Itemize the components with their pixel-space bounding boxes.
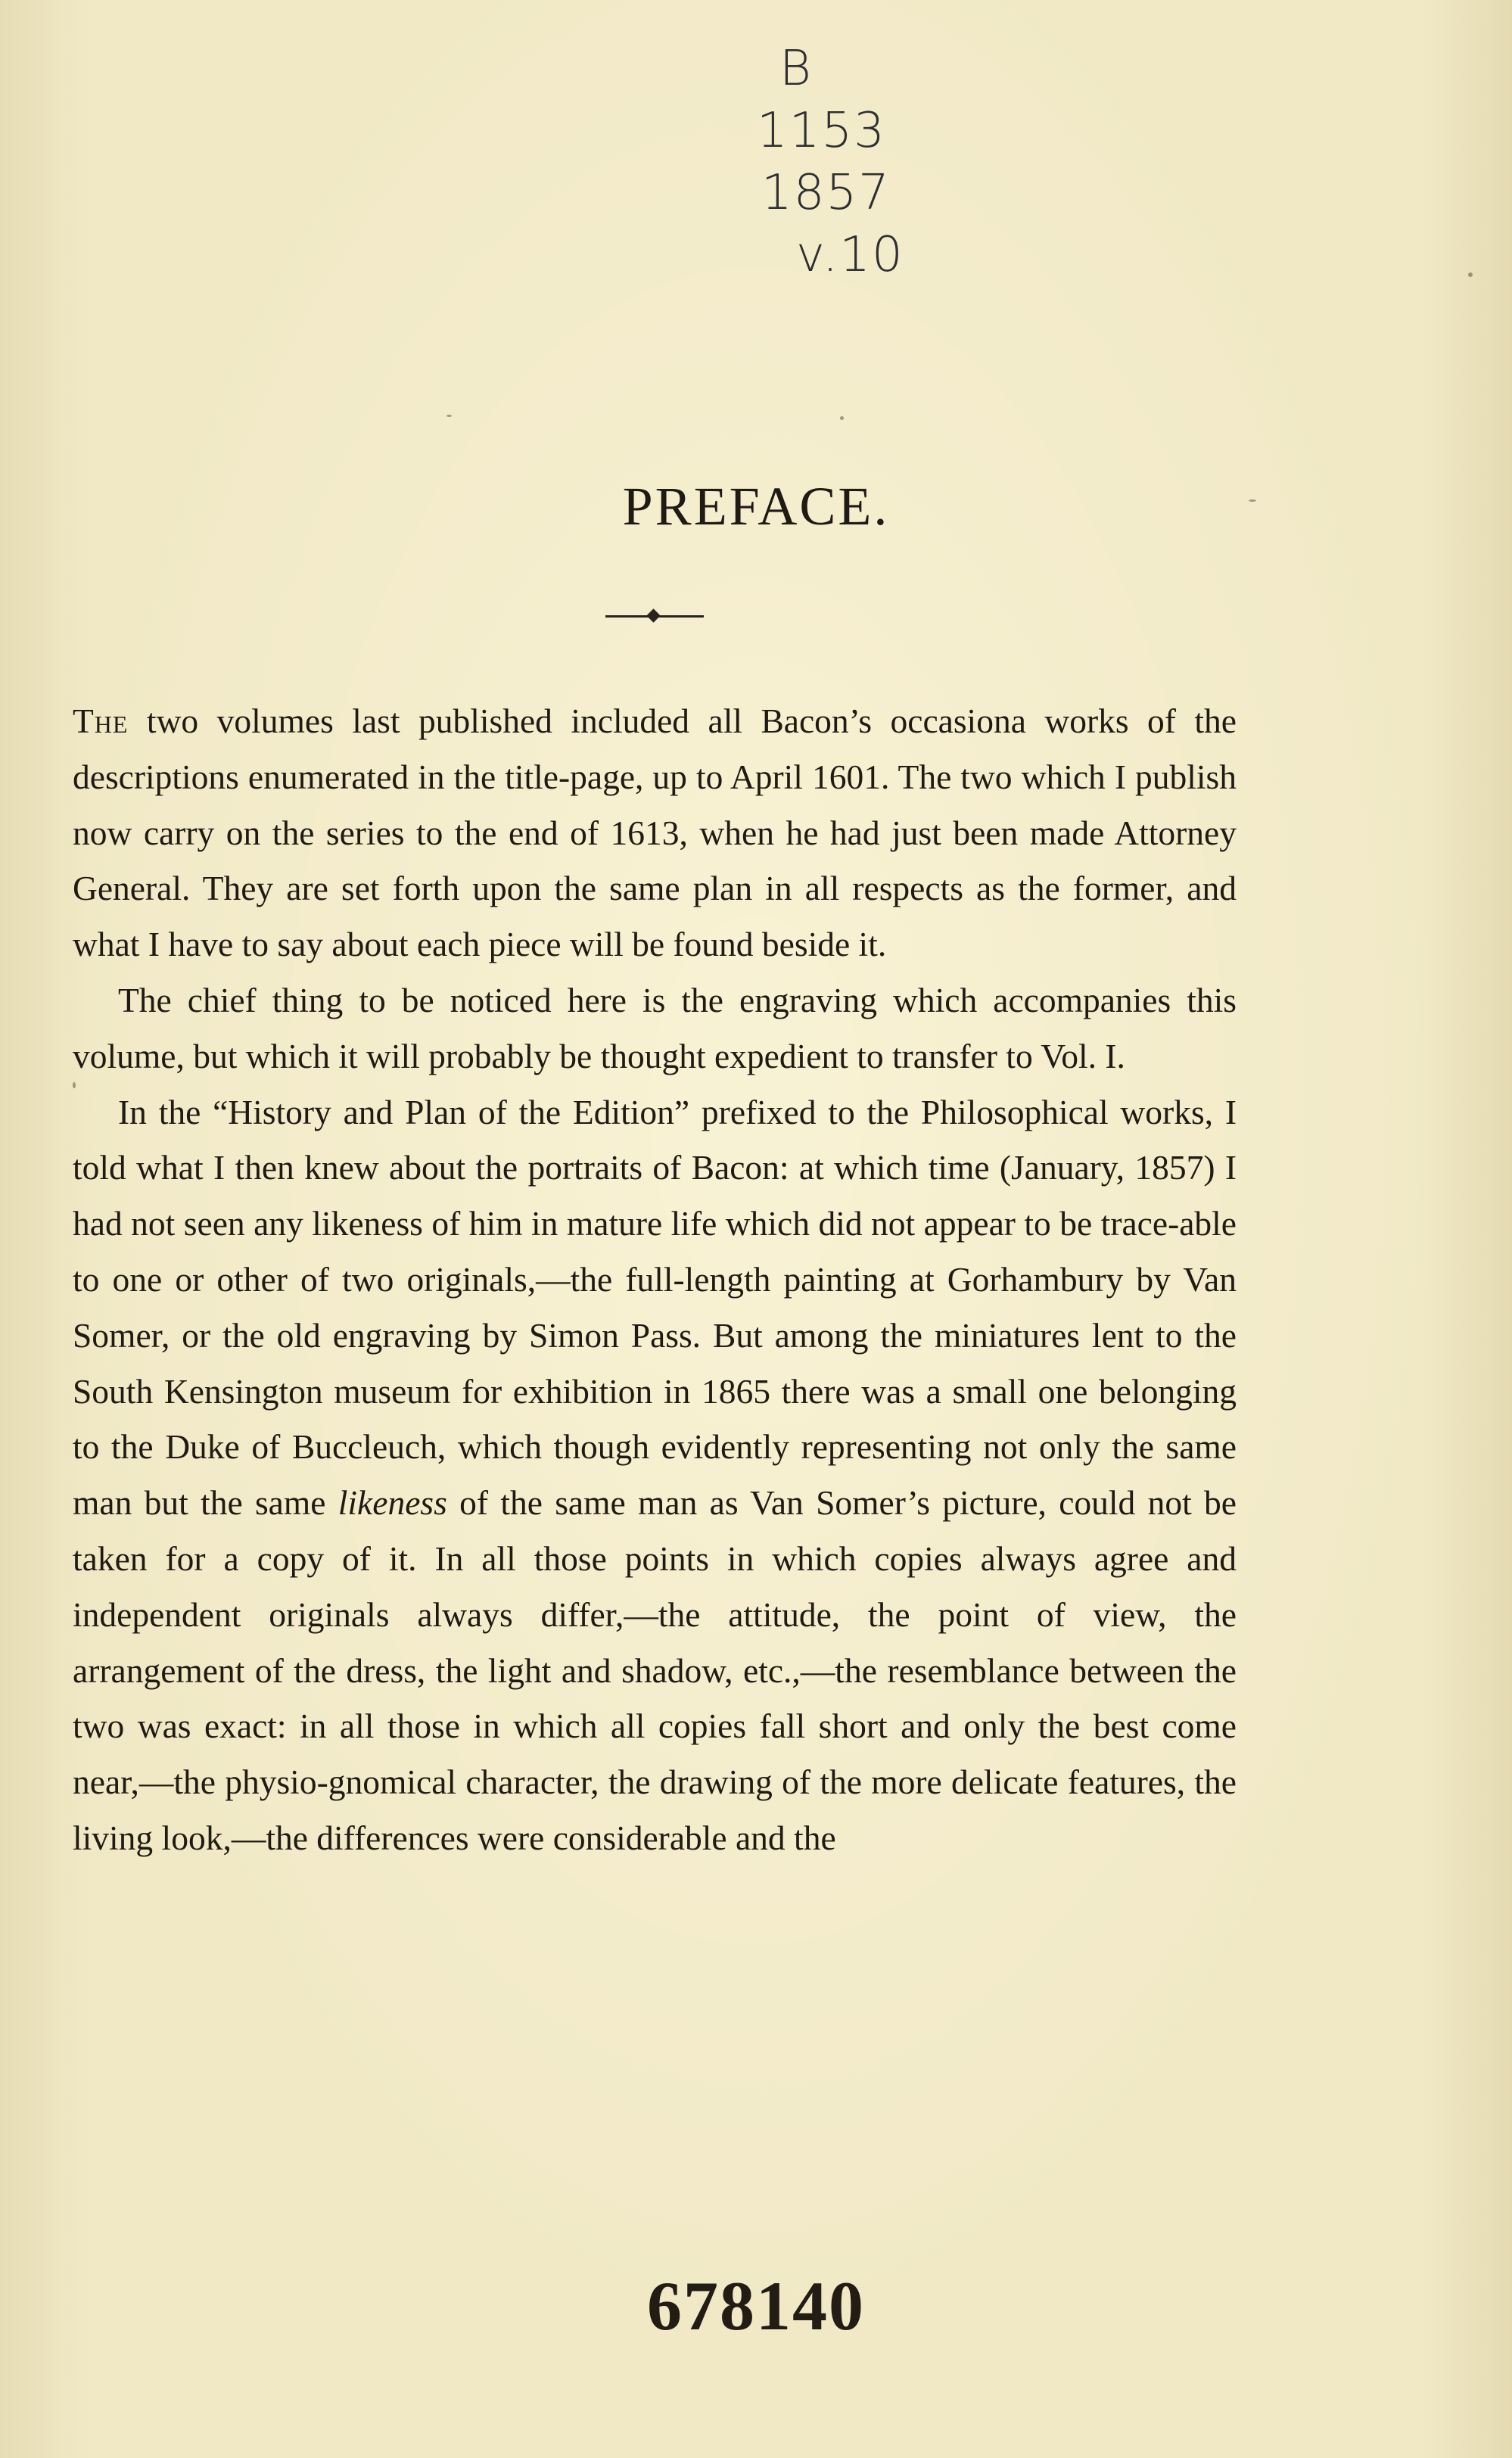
paragraph-3-italic: likeness	[338, 1483, 447, 1523]
shelfmark-line-2: 1153	[757, 103, 886, 159]
shelfmark-line-4: v.10	[796, 227, 904, 283]
handwritten-shelfmark	[726, 38, 954, 286]
paper-speck	[73, 1082, 76, 1088]
paper-speck	[840, 416, 844, 420]
paragraph-2: The chief thing to be noticed here is the engraving which accompanies this volume, but which it will probably be thought expedient to transfer to Vol. I.	[73, 980, 1237, 1075]
page-title: PREFACE.	[622, 476, 890, 537]
shelfmark-line-3: 1857	[761, 165, 891, 221]
divider-rule-left	[605, 615, 649, 618]
paper-speck	[446, 415, 452, 417]
paragraph-3-text-a: In the “History and Plan of the Edition” prefixed to the Philosophical works, I told what I then knew about the portraits of Bacon: at which time (January, 1857) I had not seen any likeness of him in mature life which did not appear to be trace-able to one or other of two originals,—the full-length painting at Gorhambury by Van Somer, or the old engraving by Simon Pass. But among the miniatures lent to the South Kensington museum for exhibition in 1865 there was a small one belonging to the Duke of Buccleuch, which though evidently representing not only the same man but the same	[73, 1092, 1237, 1523]
paragraph-3-text-b: of the same man as Van Somer’s picture, could not be taken for a copy of it. In all those points in which copies always agree and independent originals always differ,—the attitude, the point of view, the arrangement of the dress, the light and shadow, etc.,—the resemblance between the two was exact: in all those in which all copies fall short and only the best come near,—the physio-gnomical character, the drawing of the more delicate features, the living look,—the differences were considerable and the	[73, 1483, 1237, 1857]
paragraph-1-text: two volumes last published included all Bacon’s occasiona works of the descriptions enumerated in the title-page, up to April 1601. The two which I publish now carry on the series to the end of 1613, when he had just been made Attorney General. They are set forth upon the same plan in all respects as the former, and what I have to say about each piece will be found beside it.	[73, 702, 1237, 964]
paragraph-lead-word: The	[73, 702, 129, 740]
divider-ornament	[605, 610, 704, 622]
paragraph-1	[73, 693, 1237, 972]
paper-speck	[1468, 272, 1473, 277]
divider-rule-right	[658, 615, 704, 618]
accession-number: 678140	[647, 2267, 865, 2344]
preface-body	[73, 693, 1237, 1866]
shelfmark-line-1: B	[779, 41, 813, 97]
paragraph-3	[73, 1084, 1237, 1866]
paper-speck	[1249, 499, 1256, 502]
